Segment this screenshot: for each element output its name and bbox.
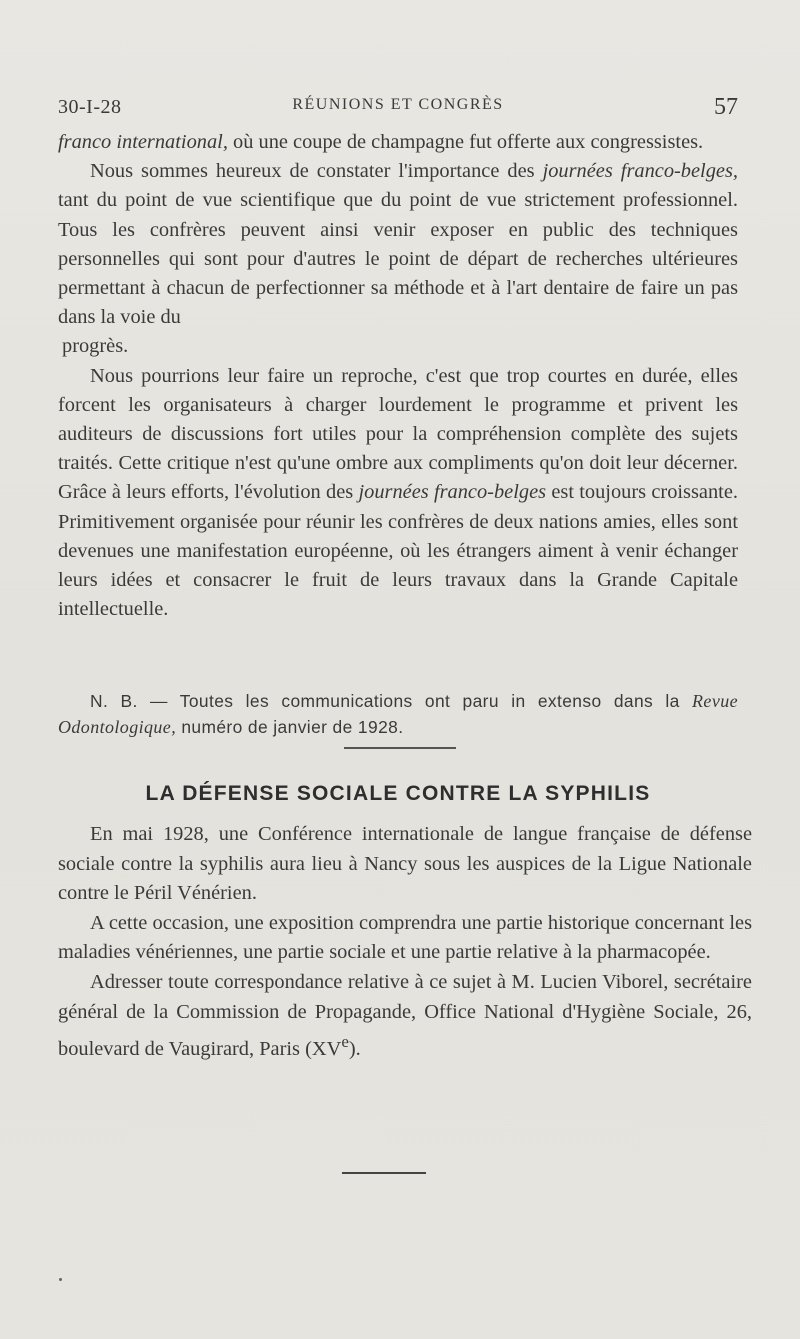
section-title: LA DÉFENSE SOCIALE CONTRE LA SYPHILIS [145,782,651,805]
paragraph-text: est toujours croissante. Primitivement organisée pour réunir les confrères de deux nations amies, elles sont devenues une manifestation européenne, où les étrangers aiment à venir échanger leurs idées et consacrer le fruit de leurs travaux dans la Grande Capitale intellectuelle. [58,481,738,621]
article-body [58,128,738,624]
section-divider [344,747,456,749]
italic-phrase: journées franco-belges, [542,160,738,183]
editor-note [58,688,738,740]
italic-phrase: journées franco-belges [358,481,547,504]
header-title: RÉUNIONS ET CONGRÈS [292,96,504,113]
paragraph: A cette occasion, une exposition comprendra une partie historique concernant les maladies vénériennes, une partie sociale et une partie relative à la pharmacopée. [58,911,752,964]
paragraph-text: Nous sommes heureux de constater l'importance des [90,160,543,183]
paragraph-text: où une coupe de champagne fut offerte aux congressistes. [227,131,704,153]
paragraph-text: ). [348,1037,361,1060]
page-number: 57 [714,94,738,120]
paragraph [58,157,738,332]
note-suffix: numéro de janvier de 1928. [176,717,404,737]
paragraph: En mai 1928, une Conférence internationale de langue française de défense sociale contre la syphilis aura lieu à Nancy sous les auspices de la Ligue Nationale contre le Péril Vénérien. [58,823,752,905]
paragraph-text: Nous pourrions leur faire un reproche, c'est que trop courtes en durée, elles forcent les organisateurs à charger lourdement le programme et privent les auditeurs de discussions fort utiles pour la compréhension complète des sujets traités. Cette critique n'est qu'une ombre aux compliments qu'on doit leur décerner. Grâce à leurs efforts, l'évolution des [58,364,738,504]
note-prefix: N. B. — Toutes les communications ont paru in extenso dans la [90,691,693,711]
superscript: e [341,1032,349,1052]
paragraph [58,362,738,625]
note-journal-title: Revue Odontologique, [58,691,738,737]
paragraph-end: progrès. [62,335,129,358]
end-rule [342,1172,426,1174]
header-date: 30-I-28 [58,96,122,118]
paragraph-continuation [58,128,738,157]
paragraph-text: tant du point de vue scientifique que du point de vue strictement professionnel. Tous les confrères peuvent ainsi venir exposer en public des techniques personnelles qui sont pour d'autres le point de départ de recherches ultérieures permettant à chacun de perfectionner sa méthode et à l'art dentaire de faire un pas dans la voie du [58,189,738,329]
running-header [58,92,738,124]
section-body [58,820,752,1065]
paragraph [58,968,752,1065]
paper-speck [59,1278,62,1281]
italic-phrase: franco international, [58,131,228,153]
paragraph-text: Adresser toute correspondance relative à ce sujet à M. Lucien Viborel, secrétaire général de la Commission de Propagande, Office National d'Hygiène Sociale, 26, boulevard de Vaugirard, Paris (XV [58,970,752,1060]
